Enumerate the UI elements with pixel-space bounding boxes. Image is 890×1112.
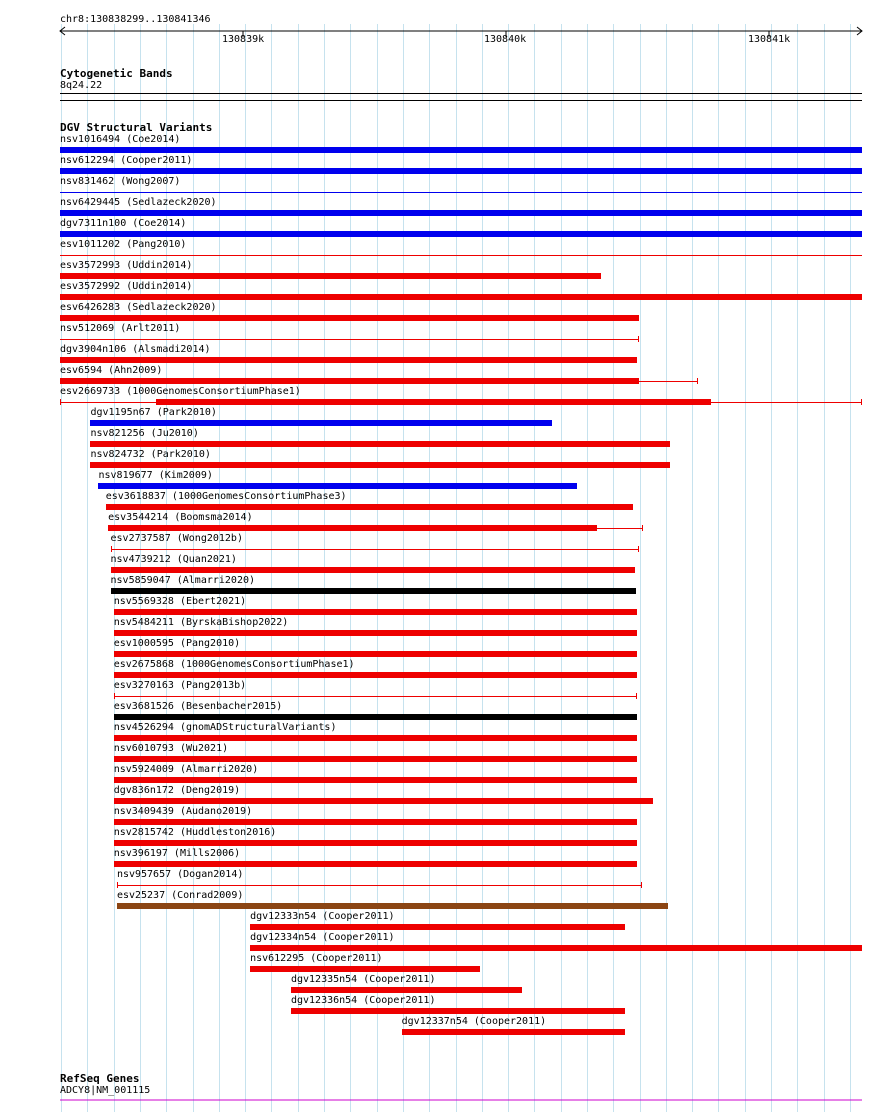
variant-span-line[interactable] bbox=[117, 885, 642, 886]
variant-start-tick bbox=[117, 882, 118, 888]
variant-label[interactable]: nsv831462 (Wong2007) bbox=[60, 176, 181, 187]
variant-label[interactable]: esv3270163 (Pang2013b) bbox=[113, 680, 247, 691]
variant-label[interactable]: nsv821256 (Ju2010) bbox=[90, 428, 199, 439]
variant-bar[interactable] bbox=[60, 273, 601, 279]
variant-label[interactable]: nsv4526294 (gnomADStructuralVariants) bbox=[113, 722, 337, 733]
refseq-track-title: RefSeq Genes bbox=[60, 1072, 140, 1085]
variant-label[interactable]: dgv1195n67 (Park2010) bbox=[90, 407, 217, 418]
variant-label[interactable]: nsv2815742 (Huddleston2016) bbox=[113, 827, 277, 838]
variant-bar[interactable] bbox=[291, 1008, 625, 1014]
variant-bar[interactable] bbox=[114, 798, 653, 804]
variant-bar[interactable] bbox=[60, 168, 862, 174]
variant-bar[interactable] bbox=[90, 462, 669, 468]
dgv-track-title: DGV Structural Variants bbox=[60, 121, 213, 134]
variant-end-tick bbox=[861, 399, 862, 405]
variant-label[interactable]: esv3681526 (Besenbacher2015) bbox=[113, 701, 283, 712]
variant-label[interactable]: esv3618837 (1000GenomesConsortiumPhase3) bbox=[105, 491, 347, 502]
variant-label[interactable]: nsv5924009 (Almarri2020) bbox=[113, 764, 259, 775]
variant-end-tick bbox=[638, 336, 639, 342]
variant-bar[interactable] bbox=[114, 840, 638, 846]
variant-label[interactable]: esv6594 (Ahn2009) bbox=[60, 365, 163, 376]
variant-bar[interactable] bbox=[114, 630, 638, 636]
variant-label[interactable]: nsv612295 (Cooper2011) bbox=[250, 953, 383, 964]
variant-label[interactable]: nsv6010793 (Wu2021) bbox=[113, 743, 229, 754]
variant-bar[interactable] bbox=[291, 987, 522, 993]
variant-label[interactable]: esv1000595 (Pang2010) bbox=[113, 638, 241, 649]
variant-label[interactable]: esv6426283 (Sedlazeck2020) bbox=[60, 302, 217, 313]
variant-label[interactable]: esv2675868 (1000GenomesConsortiumPhase1) bbox=[113, 659, 355, 670]
variant-label[interactable]: esv2669733 (1000GenomesConsortiumPhase1) bbox=[60, 386, 301, 397]
variant-bar[interactable] bbox=[111, 588, 636, 594]
variant-start-tick bbox=[60, 399, 61, 405]
variant-bar[interactable] bbox=[90, 441, 669, 447]
variant-bar[interactable] bbox=[250, 924, 625, 930]
variant-label[interactable]: nsv957657 (Dogan2014) bbox=[116, 869, 244, 880]
variant-start-tick bbox=[114, 693, 115, 699]
variant-bar[interactable] bbox=[60, 147, 862, 153]
variant-bar[interactable] bbox=[114, 651, 638, 657]
variant-label[interactable]: nsv1016494 (Coe2014) bbox=[60, 134, 181, 145]
variant-bar[interactable] bbox=[114, 714, 638, 720]
variant-bar[interactable] bbox=[98, 483, 577, 489]
variant-end-tick bbox=[638, 546, 639, 552]
variant-label[interactable]: nsv4739212 (Quan2021) bbox=[110, 554, 237, 565]
ruler-position: chr8:130838299..130841346 bbox=[60, 14, 211, 25]
variant-start-tick bbox=[111, 546, 112, 552]
variant-label[interactable]: nsv819677 (Kim2009) bbox=[98, 470, 213, 481]
gene-feature[interactable] bbox=[0, 1096, 890, 1106]
variant-label[interactable]: nsv6429445 (Sedlazeck2020) bbox=[60, 197, 217, 208]
variant-label[interactable]: nsv824732 (Park2010) bbox=[90, 449, 211, 460]
variant-label[interactable]: nsv612294 (Cooper2011) bbox=[60, 155, 193, 166]
ruler-tick-label: 130839k bbox=[222, 34, 265, 45]
variant-label[interactable]: dgv7311n100 (Coe2014) bbox=[60, 218, 187, 229]
variant-label[interactable]: nsv512069 (Arlt2011) bbox=[60, 323, 181, 334]
variant-label[interactable]: dgv12336n54 (Cooper2011) bbox=[290, 995, 436, 1006]
variant-label[interactable]: dgv12333n54 (Cooper2011) bbox=[250, 911, 395, 922]
variant-bar[interactable] bbox=[114, 861, 638, 867]
variant-bar[interactable] bbox=[111, 567, 636, 573]
variant-end-tick bbox=[642, 525, 643, 531]
variant-bar[interactable] bbox=[90, 420, 551, 426]
variant-end-tick bbox=[636, 693, 637, 699]
variant-span-line[interactable] bbox=[111, 549, 640, 550]
variant-bar[interactable] bbox=[108, 525, 597, 531]
variant-label[interactable]: nsv3409439 (Audano2019) bbox=[113, 806, 253, 817]
variant-label[interactable]: nsv5859047 (Almarri2020) bbox=[110, 575, 256, 586]
variant-bar[interactable] bbox=[114, 777, 638, 783]
variant-label[interactable]: nsv396197 (Mills2006) bbox=[113, 848, 241, 859]
cytoband-line-top bbox=[60, 93, 862, 94]
variant-bar[interactable] bbox=[117, 903, 668, 909]
variant-bar[interactable] bbox=[114, 756, 638, 762]
variant-label[interactable]: dgv12335n54 (Cooper2011) bbox=[290, 974, 436, 985]
variant-bar[interactable] bbox=[106, 504, 634, 510]
variant-bar[interactable] bbox=[114, 819, 638, 825]
variant-span-line[interactable] bbox=[60, 339, 639, 340]
variant-label[interactable]: esv3544214 (Boomsma2014) bbox=[108, 512, 253, 523]
variant-label[interactable]: dgv12337n54 (Cooper2011) bbox=[401, 1016, 547, 1027]
variant-span-line[interactable] bbox=[60, 192, 862, 193]
variant-label[interactable]: dgv836n172 (Deng2019) bbox=[113, 785, 241, 796]
variant-bar[interactable] bbox=[402, 1029, 625, 1035]
variant-label[interactable]: esv2737587 (Wong2012b) bbox=[110, 533, 243, 544]
cytoband-line-bottom bbox=[60, 100, 862, 101]
variant-bar[interactable] bbox=[60, 357, 637, 363]
variant-label[interactable]: esv25237 (Conrad2009) bbox=[116, 890, 244, 901]
variant-bar[interactable] bbox=[114, 609, 638, 615]
variant-label[interactable]: dgv3904n106 (Alsmadi2014) bbox=[60, 344, 211, 355]
variant-bar[interactable] bbox=[60, 315, 639, 321]
variant-label[interactable]: esv1011202 (Pang2010) bbox=[60, 239, 187, 250]
variant-bar[interactable] bbox=[60, 294, 862, 300]
variant-span-line[interactable] bbox=[60, 255, 862, 256]
variant-bar[interactable] bbox=[156, 399, 711, 405]
variant-label[interactable]: esv3572993 (Uddin2014) bbox=[60, 260, 193, 271]
variant-label[interactable]: nsv5569328 (Ebert2021) bbox=[113, 596, 247, 607]
variant-end-tick bbox=[641, 882, 642, 888]
variant-label[interactable]: dgv12334n54 (Cooper2011) bbox=[250, 932, 395, 943]
variant-bar[interactable] bbox=[60, 210, 862, 216]
cytoband-label: 8q24.22 bbox=[60, 80, 103, 91]
variant-span-line[interactable] bbox=[114, 696, 638, 697]
ruler-tick-label: 130841k bbox=[748, 34, 791, 45]
variant-label[interactable]: nsv5484211 (ByrskaBishop2022) bbox=[113, 617, 289, 628]
variant-end-tick bbox=[697, 378, 698, 384]
cytoband-track-title: Cytogenetic Bands bbox=[60, 67, 173, 80]
variant-bar[interactable] bbox=[250, 966, 480, 972]
variant-bar[interactable] bbox=[60, 231, 862, 237]
variant-label[interactable]: esv3572992 (Uddin2014) bbox=[60, 281, 193, 292]
ruler-tick-label: 130840k bbox=[484, 34, 527, 45]
variant-bar[interactable] bbox=[60, 378, 639, 384]
variant-bar[interactable] bbox=[114, 735, 638, 741]
variant-bar[interactable] bbox=[250, 945, 862, 951]
variant-bar[interactable] bbox=[114, 672, 638, 678]
gene-label[interactable]: ADCY8|NM_001115 bbox=[60, 1085, 151, 1096]
